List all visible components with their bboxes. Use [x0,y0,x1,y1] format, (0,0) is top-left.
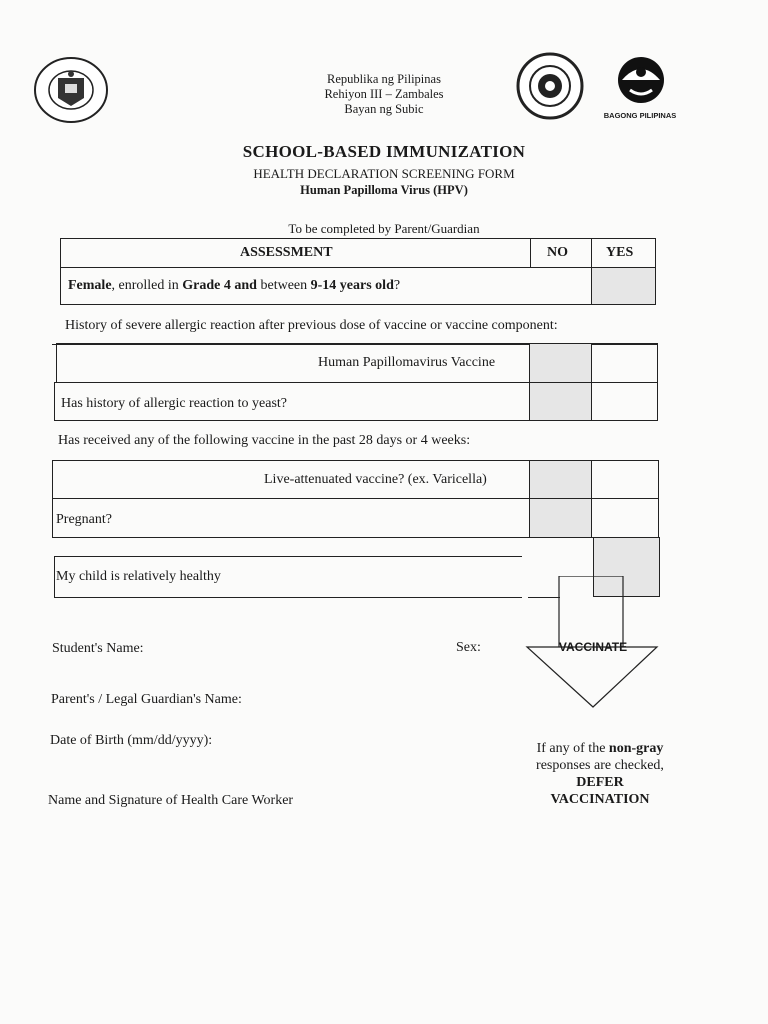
health-worker-signature-label: Name and Signature of Health Care Worker [48,793,294,808]
checkbox-pregnant-yes[interactable] [591,498,659,538]
question-live-vaccine: Live-attenuated vaccine? (ex. Varicella) [264,472,487,487]
healthy-row-bottom-line [54,597,522,598]
sex-label: Sex: [456,640,481,655]
checkbox-live-no[interactable] [529,460,592,499]
form-subtitle: HEALTH DECLARATION SCREENING FORM [253,166,515,181]
checkbox-hpv-yes[interactable] [591,343,658,383]
col-assessment-label: ASSESSMENT [240,245,333,260]
question-healthy: My child is relatively healthy [56,569,221,584]
bagong-pilipinas-text: BAGONG PILIPINAS [603,111,677,120]
question-allergic-vaccine: History of severe allergic reaction after previous dose of vaccine or vaccine component: [65,318,558,333]
col-yes-label: YES [606,245,634,260]
form-instruction: To be completed by Parent/Guardian [288,221,480,236]
address-line-country: Republika ng Pilipinas [327,72,441,86]
address-line-region: Rehiyon III – Zambales [324,87,444,101]
student-name-label: Student's Name: [52,641,144,656]
question-female: Female, enrolled in Grade 4 and between 9-14 years old? [68,278,401,293]
checkbox-hpv-no[interactable] [529,343,592,383]
checkbox-yeast-yes[interactable] [591,382,658,421]
question-yeast: Has history of allergic reaction to yeast? [61,396,287,411]
question-hpv-vaccine: Human Papillomavirus Vaccine [318,355,496,370]
checkbox-live-yes[interactable] [591,460,659,499]
checkbox-female-yes[interactable] [591,267,656,305]
checkbox-yeast-no[interactable] [529,382,592,421]
vaccinate-label: VACCINATE [558,640,628,654]
address-line-town: Bayan ng Subic [344,102,424,116]
healthy-row-left-line [54,556,55,597]
question-pregnant-row [52,498,530,538]
question-pregnant: Pregnant? [56,512,112,527]
form-title: SCHOOL-BASED IMMUNIZATION [242,142,526,161]
checkbox-pregnant-no[interactable] [529,498,592,538]
defer-instruction: If any of the non-gray responses are checked, DEFER VACCINATION [536,741,664,807]
form-subtitle-vaccine: Human Papilloma Virus (HPV) [300,183,468,197]
healthy-row-top-line [54,556,522,557]
address-block [0,72,768,117]
col-no-label: NO [547,245,568,260]
question-recent-vaccine: Has received any of the following vaccine in the past 28 days or 4 weeks: [58,433,471,448]
guardian-name-label: Parent's / Legal Guardian's Name: [51,692,242,707]
date-of-birth-label: Date of Birth (mm/dd/yyyy): [50,733,213,748]
